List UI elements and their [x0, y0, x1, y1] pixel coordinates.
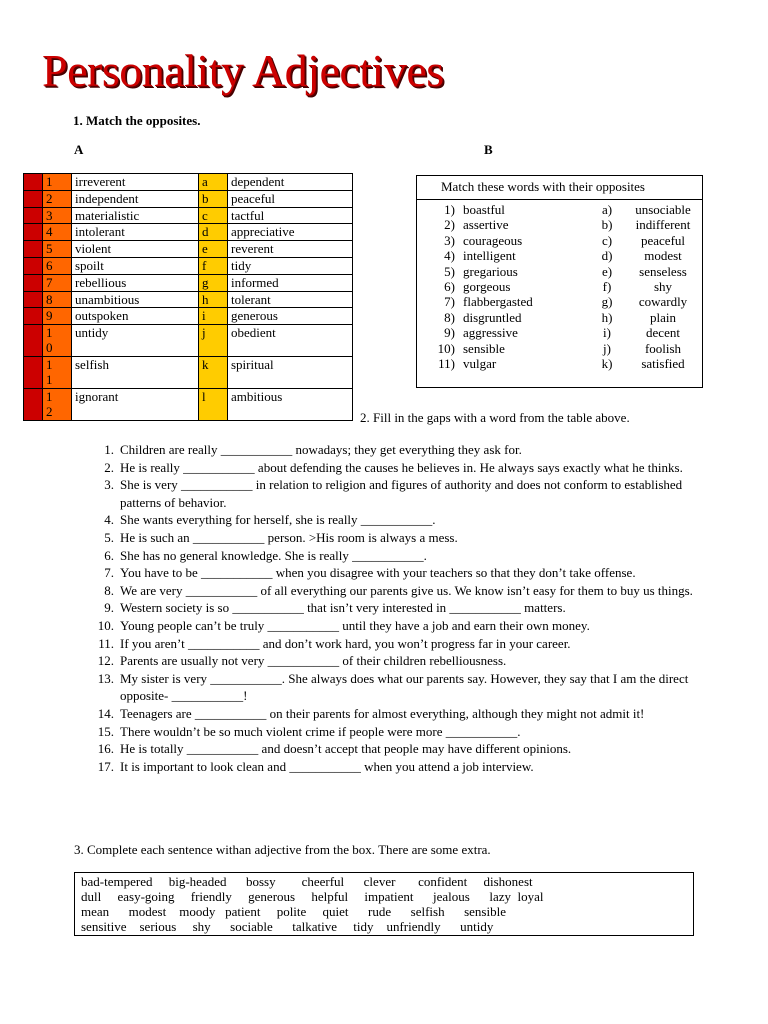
item-number: 17.	[97, 758, 114, 774]
row-letter: d	[199, 224, 228, 241]
row-letter: e	[199, 241, 228, 258]
box-b-header: Match these words with their opposites	[417, 176, 702, 200]
row-word: materialistic	[72, 207, 199, 224]
box-b-letter: j)	[603, 340, 611, 356]
item-number: 11.	[98, 635, 114, 651]
row-opposite: peaceful	[228, 190, 353, 207]
list-item	[74, 459, 700, 477]
row-marker	[24, 389, 43, 421]
table-row	[24, 291, 353, 308]
row-opposite: ambitious	[228, 389, 353, 421]
item-number: 4.	[104, 512, 114, 528]
list-item	[417, 341, 702, 357]
exercise-3-heading: 3. Complete each sentence withan adjective from the box. There are some extra.	[74, 842, 491, 857]
row-number: 8	[43, 291, 72, 308]
item-text: Parents are usually not very ___________ of their children rebelliousness.	[120, 653, 507, 669]
item-text: We are very ___________ of all everything our parents give us. We know isn’t easy for them to buy us things.	[120, 582, 693, 598]
item-text: Young people can’t be truly ___________ until they have a job and earn their own money.	[120, 617, 590, 633]
list-item	[417, 233, 702, 249]
row-number: 7	[43, 274, 72, 291]
item-number: 1.	[104, 442, 114, 457]
word-box-line: bad-tempered big-headed bossy cheerful clever confident dishonest	[81, 874, 533, 889]
row-opposite: dependent	[228, 174, 353, 191]
list-item	[74, 758, 700, 776]
row-number: 2	[43, 190, 72, 207]
row-word: unambitious	[72, 291, 199, 308]
box-b-word: aggressive	[463, 325, 518, 341]
box-b-word: flabbergasted	[463, 294, 533, 310]
row-word: selfish	[72, 357, 199, 389]
row-word: intolerant	[72, 224, 199, 241]
list-item	[74, 511, 700, 529]
box-b-opposite: shy	[653, 279, 673, 294]
box-b-num: 4)	[444, 248, 455, 264]
table-row	[24, 308, 353, 325]
list-item	[74, 705, 700, 723]
exercise-2-list	[74, 441, 700, 775]
list-item	[74, 582, 700, 600]
row-word: spoilt	[72, 257, 199, 274]
row-opposite: reverent	[228, 241, 353, 258]
box-b-opposite: plain	[650, 309, 676, 325]
box-b-word: assertive	[463, 217, 509, 233]
row-number: 6	[43, 257, 72, 274]
row-letter: k	[199, 357, 228, 389]
box-b-word: sensible	[463, 340, 505, 356]
row-number: 3	[43, 207, 72, 224]
list-item	[74, 476, 700, 511]
row-opposite: appreciative	[228, 224, 353, 241]
item-number: 15.	[97, 723, 114, 739]
box-b-word: vulgar	[463, 356, 497, 371]
table-row	[24, 389, 353, 421]
list-item	[417, 217, 702, 233]
row-marker	[24, 190, 43, 207]
box-b-letter: a)	[601, 202, 613, 217]
list-item	[74, 564, 700, 582]
row-word: independent	[72, 190, 199, 207]
item-text: If you aren’t ___________ and don’t work hard, you won’t progress far in your career.	[120, 635, 571, 651]
list-item	[74, 740, 700, 758]
box-b-num: 8)	[444, 309, 455, 325]
box-b-num: 5)	[444, 263, 455, 279]
box-b-num: 6)	[444, 279, 455, 294]
box-b-opposite: foolish	[644, 340, 682, 356]
row-letter: a	[199, 174, 228, 191]
table-row	[24, 325, 353, 357]
row-opposite: obedient	[228, 325, 353, 357]
row-letter: l	[199, 389, 228, 421]
row-marker	[24, 357, 43, 389]
list-item	[417, 264, 702, 280]
column-b-label: B	[484, 142, 493, 157]
item-text: It is important to look clean and ___________ when you attend a job interview.	[120, 758, 534, 774]
list-item	[74, 529, 700, 547]
box-b-opposite: decent	[646, 325, 680, 341]
list-item	[417, 310, 702, 326]
table-row	[24, 207, 353, 224]
row-number: 1	[43, 174, 72, 191]
row-word: irreverent	[72, 174, 199, 191]
box-b-letter: i)	[603, 325, 611, 341]
box-b-letter: f)	[602, 279, 612, 294]
list-item	[74, 599, 700, 617]
box-b-opposite: senseless	[639, 263, 687, 279]
item-number: 14.	[97, 705, 114, 721]
page-title: Personality Adjectives	[42, 45, 444, 96]
row-opposite: tactful	[228, 207, 353, 224]
column-a-label: A	[74, 142, 84, 157]
row-opposite: spiritual	[228, 357, 353, 389]
item-number: 5.	[104, 529, 114, 545]
row-letter: j	[199, 325, 228, 357]
box-b-word: intelligent	[463, 248, 516, 264]
word-box-line: mean modest moody patient polite quiet rude selfish sensible	[81, 904, 506, 919]
row-word: outspoken	[72, 308, 199, 325]
list-item	[417, 356, 702, 372]
item-number: 8.	[104, 582, 114, 598]
row-word: ignorant	[72, 389, 199, 421]
box-b-letter: g)	[601, 294, 613, 310]
row-letter: b	[199, 190, 228, 207]
item-text: Teenagers are ___________ on their parents for almost everything, although they might not admit it!	[120, 705, 645, 721]
item-number: 2.	[104, 459, 114, 475]
item-text: She wants everything for herself, she is really ___________.	[120, 512, 436, 528]
box-b-letter: h)	[601, 309, 613, 325]
row-marker	[24, 257, 43, 274]
table-row	[24, 257, 353, 274]
box-b-num: 10)	[437, 340, 455, 356]
box-b-letter: d)	[601, 248, 613, 264]
item-text: She has no general knowledge. She is really ___________.	[120, 547, 427, 563]
item-text: He is really ___________ about defending the causes he believes in. He always says exactly what he thinks.	[120, 459, 683, 475]
list-item	[74, 723, 700, 741]
item-text: My sister is very ___________. She always does what our parents say. However, they say that I am the direct opposite- ___________!	[120, 670, 689, 704]
row-letter: h	[199, 291, 228, 308]
box-b-word: courageous	[463, 232, 523, 248]
row-opposite: tidy	[228, 257, 353, 274]
list-item	[417, 294, 702, 310]
box-b-opposite: modest	[644, 248, 682, 264]
row-marker	[24, 241, 43, 258]
box-b-opposite: peaceful	[640, 232, 686, 248]
row-number: 5	[43, 241, 72, 258]
item-text: Western society is so ___________ that isn’t very interested in ___________ matters.	[120, 600, 566, 616]
row-opposite: generous	[228, 308, 353, 325]
box-b-num: 7)	[444, 294, 455, 310]
row-marker	[24, 224, 43, 241]
row-number: 9	[43, 308, 72, 325]
row-word: rebellious	[72, 274, 199, 291]
table-a	[23, 173, 353, 421]
box-b	[416, 175, 703, 388]
list-item	[74, 635, 700, 653]
row-letter: c	[199, 207, 228, 224]
box-b-opposite: cowardly	[638, 294, 688, 310]
list-item	[74, 652, 700, 670]
item-text: She is very ___________ in relation to religion and figures of authority and does not conform to established patterns of behavior.	[120, 477, 683, 510]
list-item	[74, 441, 700, 459]
box-b-letter: e)	[601, 263, 613, 279]
table-row	[24, 190, 353, 207]
item-text: He is such an ___________ person. >His room is always a mess.	[120, 529, 458, 545]
list-item	[74, 617, 700, 635]
exercise-2-heading: 2. Fill in the gaps with a word from the table above.	[360, 410, 630, 425]
table-row	[24, 224, 353, 241]
box-b-opposite: satisfied	[641, 356, 685, 371]
row-opposite: informed	[228, 274, 353, 291]
list-item	[417, 202, 702, 218]
row-number: 1 0	[43, 325, 72, 357]
list-item	[74, 670, 700, 705]
row-marker	[24, 174, 43, 191]
row-opposite: tolerant	[228, 291, 353, 308]
word-box-line: dull easy-going friendly generous helpful impatient jealous lazy loyal	[81, 889, 544, 904]
list-item	[417, 325, 702, 341]
box-b-word: boastful	[463, 202, 505, 217]
box-b-num: 1)	[444, 202, 455, 217]
row-word: untidy	[72, 325, 199, 357]
item-text: There wouldn’t be so much violent crime if people were more ___________.	[120, 723, 521, 739]
box-b-opposite: indifferent	[635, 217, 691, 233]
row-marker	[24, 291, 43, 308]
item-text: Children are really ___________ nowadays; they get everything they ask for.	[120, 442, 522, 457]
box-b-word: disgruntled	[463, 309, 522, 325]
list-item	[74, 547, 700, 565]
row-marker	[24, 308, 43, 325]
box-b-word: gorgeous	[463, 279, 511, 294]
box-b-num: 3)	[444, 232, 455, 248]
row-letter: i	[199, 308, 228, 325]
table-row	[24, 241, 353, 258]
row-word: violent	[72, 241, 199, 258]
item-number: 16.	[97, 741, 114, 757]
item-number: 10.	[97, 617, 114, 633]
row-letter: g	[199, 274, 228, 291]
row-marker	[24, 274, 43, 291]
box-b-letter: b)	[601, 217, 613, 233]
table-row	[24, 274, 353, 291]
word-box-line: sensitive serious shy sociable talkative tidy unfriendly untidy	[81, 919, 494, 934]
row-number: 1 2	[43, 389, 72, 421]
item-number: 9.	[104, 600, 114, 616]
item-text: He is totally ___________ and doesn’t accept that people may have different opinions.	[120, 741, 572, 757]
table-row	[24, 357, 353, 389]
box-b-letter: c)	[601, 232, 613, 248]
box-b-num: 2)	[444, 217, 455, 233]
box-b-opposite: unsociable	[635, 202, 691, 217]
row-marker	[24, 207, 43, 224]
row-number: 1 1	[43, 357, 72, 389]
list-item	[417, 279, 702, 295]
exercise-1-heading: 1. Match the opposites.	[73, 113, 201, 128]
table-row	[24, 174, 353, 191]
box-b-word: gregarious	[463, 263, 518, 279]
item-number: 12.	[97, 653, 114, 669]
word-box	[74, 872, 694, 936]
list-item	[417, 248, 702, 264]
item-text: You have to be ___________ when you disagree with your teachers so that they don’t take offense.	[120, 565, 636, 581]
box-b-letter: k)	[601, 356, 613, 371]
item-number: 7.	[104, 565, 114, 581]
box-b-num: 9)	[444, 325, 455, 341]
row-number: 4	[43, 224, 72, 241]
row-marker	[24, 325, 43, 357]
item-number: 3.	[104, 477, 114, 493]
item-number: 6.	[104, 547, 114, 563]
item-number: 13.	[97, 670, 114, 686]
row-letter: f	[199, 257, 228, 274]
box-b-num: 11)	[438, 356, 455, 371]
